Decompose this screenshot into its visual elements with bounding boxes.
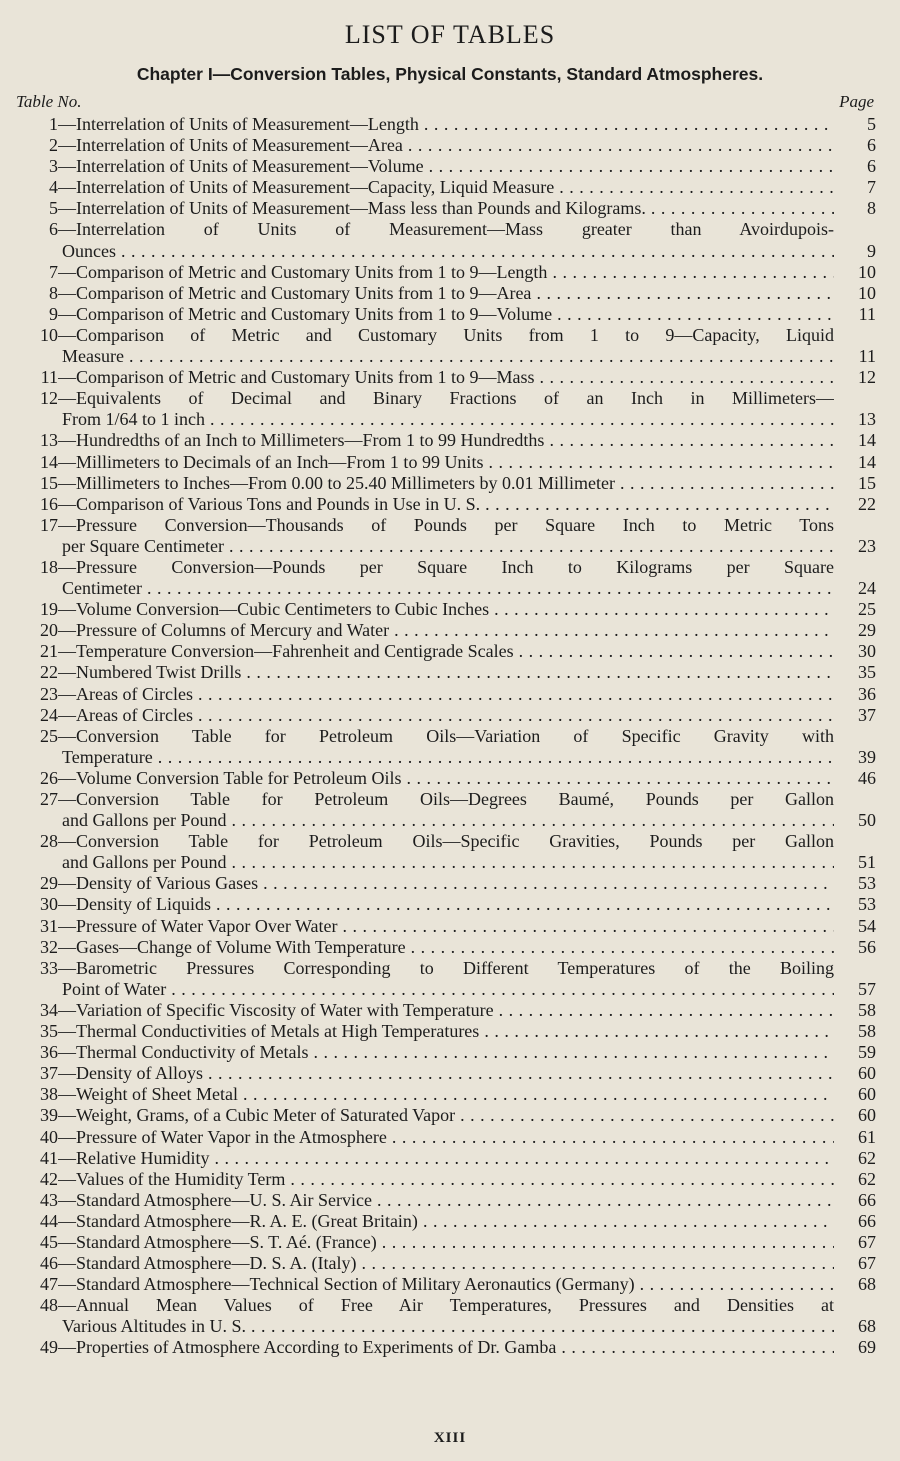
toc-row: [14, 346, 876, 367]
table-title: —Hundredths of an Inch to Millimeters—From 1 to 99 Hundredths . . .: [58, 430, 834, 451]
table-number: 45: [40, 1231, 58, 1252]
table-number: 38: [40, 1084, 58, 1105]
table-number: 30: [40, 894, 58, 915]
table-number: 7: [49, 261, 58, 282]
page-number: 46: [858, 767, 876, 788]
table-number: 23: [40, 683, 58, 704]
page-number: 68: [858, 1316, 876, 1337]
table-title: —Areas of Circles . . .: [58, 684, 834, 705]
table-title: —Standard Atmosphere—S. T. Aé. (France) . . .: [58, 1232, 834, 1253]
page-number: 58: [858, 999, 876, 1020]
table-title: and Gallons per Pound . . .: [62, 852, 834, 873]
table-number: 9: [49, 303, 58, 324]
table-title: —Relative Humidity . . .: [58, 1148, 834, 1169]
page-number: 39: [858, 746, 876, 767]
table-number: 3: [49, 156, 58, 177]
toc-row: [14, 810, 876, 831]
table-number: 47: [40, 1274, 58, 1295]
page-number: 8: [867, 198, 876, 219]
table-title: —Standard Atmosphere—Technical Section of Military Aeronautics (Germany) . . .: [58, 1274, 834, 1295]
table-number: 21: [40, 641, 58, 662]
table-number: 15: [40, 472, 58, 493]
toc-row: [14, 1042, 876, 1063]
page-number: 62: [858, 1168, 876, 1189]
page-number: 54: [858, 915, 876, 936]
table-title: —Volume Conversion—Cubic Centimeters to Cubic Inches . . .: [58, 599, 834, 620]
table-number: 8: [49, 282, 58, 303]
page-number: 66: [858, 1210, 876, 1231]
page-number: 60: [858, 1105, 876, 1126]
page-number: 51: [858, 852, 876, 873]
table-title: —Standard Atmosphere—D. S. A. (Italy) . . .: [58, 1253, 834, 1274]
toc-row: [14, 283, 876, 304]
table-title: —Interrelation of Units of Measurement—Mass greater than Avoirdupois-: [58, 219, 834, 240]
table-title: —Thermal Conductivities of Metals at High Temperatures . . .: [58, 1021, 834, 1042]
page-number: 25: [858, 599, 876, 620]
toc-row: [14, 262, 876, 283]
page-number: 29: [858, 620, 876, 641]
table-title: —Standard Atmosphere—U. S. Air Service . . .: [58, 1190, 834, 1211]
toc-row: [14, 1232, 876, 1253]
table-title: —Properties of Atmosphere According to Experiments of Dr. Gamba . . .: [58, 1337, 834, 1358]
table-title: —Gases—Change of Volume With Temperature . . .: [58, 937, 834, 958]
table-number: 33: [40, 957, 58, 978]
table-title: —Conversion Table for Petroleum Oils—Specific Gravities, Pounds per Gallon: [58, 831, 834, 852]
table-title: —Standard Atmosphere—R. A. E. (Great Britain) . . .: [58, 1211, 834, 1232]
table-no-header: Table No.: [16, 92, 82, 111]
table-title: —Millimeters to Decimals of an Inch—From 1 to 99 Units . . .: [58, 452, 834, 473]
table-title: —Annual Mean Values of Free Air Temperatures, Pressures and Densities at: [58, 1295, 834, 1316]
page-number: 37: [858, 704, 876, 725]
table-number: 12: [40, 388, 58, 409]
table-title: Measure . . .: [62, 346, 834, 367]
table-number: 25: [40, 725, 58, 746]
toc-row: [14, 705, 876, 726]
toc-row: [14, 430, 876, 451]
table-list: [14, 114, 876, 1359]
table-title: Various Altitudes in U. S. . . .: [62, 1316, 834, 1337]
table-number: 16: [40, 493, 58, 514]
table-title: —Conversion Table for Petroleum Oils—Degrees Baumé, Pounds per Gallon: [58, 789, 834, 809]
table-number: 17: [40, 514, 58, 535]
page-number: 53: [858, 873, 876, 894]
toc-row: [14, 1021, 876, 1042]
table-title: Temperature . . .: [62, 747, 834, 768]
table-number: 44: [40, 1210, 58, 1231]
page-number: 61: [858, 1126, 876, 1147]
table-title: —Interrelation of Units of Measurement—Capacity, Liquid Measure . . .: [58, 177, 834, 198]
toc-row: [14, 958, 876, 979]
toc-row: [14, 1211, 876, 1232]
toc-row: [14, 852, 876, 873]
page-number: 60: [858, 1084, 876, 1105]
toc-row: [14, 494, 876, 515]
page-number: 24: [858, 578, 876, 599]
toc-row: [14, 1337, 876, 1358]
page-header: Page: [839, 92, 874, 111]
page-number-footer: XIII: [433, 1430, 467, 1446]
table-number: 28: [40, 831, 58, 852]
page-number: 60: [858, 1063, 876, 1084]
page-number: 36: [858, 683, 876, 704]
table-number: 40: [40, 1126, 58, 1147]
page-number: 10: [858, 261, 876, 282]
table-number: 31: [40, 915, 58, 936]
table-title: —Interrelation of Units of Measurement—Volume . . .: [58, 156, 834, 177]
toc-row: [14, 662, 876, 683]
table-number: 1: [49, 114, 58, 134]
toc-row: [14, 367, 876, 388]
page-number: 30: [858, 641, 876, 662]
table-title: —Interrelation of Units of Measurement—Length . . .: [58, 114, 834, 135]
toc-row: [14, 135, 876, 156]
page-number: 9: [867, 240, 876, 261]
toc-row: [14, 177, 876, 198]
page-number: 11: [858, 303, 876, 324]
toc-row: [14, 768, 876, 789]
toc-row: [14, 873, 876, 894]
page-number: 56: [858, 936, 876, 957]
toc-row: [14, 1253, 876, 1274]
toc-row: [14, 916, 876, 937]
table-title: —Areas of Circles . . .: [58, 705, 834, 726]
toc-row: [14, 241, 876, 262]
page-number: 66: [858, 1189, 876, 1210]
table-title: —Thermal Conductivity of Metals . . .: [58, 1042, 834, 1063]
page-number: 6: [867, 135, 876, 156]
toc-row: [14, 515, 876, 536]
table-number: 2: [49, 135, 58, 156]
table-number: 35: [40, 1021, 58, 1042]
table-title: —Density of Liquids . . .: [58, 894, 834, 915]
toc-row: [14, 620, 876, 641]
table-number: 36: [40, 1042, 58, 1063]
table-title: and Gallons per Pound . . .: [62, 810, 834, 831]
table-title: Point of Water . . .: [62, 979, 834, 1000]
toc-row: [14, 1148, 876, 1169]
toc-row: [14, 1084, 876, 1105]
table-number: 26: [40, 767, 58, 788]
table-number: 43: [40, 1189, 58, 1210]
toc-row: [14, 473, 876, 494]
table-title: —Density of Alloys . . .: [58, 1063, 834, 1084]
page-number: 14: [858, 430, 876, 451]
table-number: 4: [49, 177, 58, 198]
table-number: 48: [40, 1295, 58, 1316]
toc-row: [14, 894, 876, 915]
table-title: —Pressure Conversion—Thousands of Pounds per Square Inch to Metric Tons: [58, 514, 834, 535]
toc-row: [14, 452, 876, 473]
table-number: 20: [40, 620, 58, 641]
toc-row: [14, 409, 876, 430]
table-title: —Numbered Twist Drills . . .: [58, 662, 834, 683]
page-number: 7: [867, 177, 876, 198]
page-number: 58: [858, 1021, 876, 1042]
table-number: 27: [40, 789, 58, 809]
page-number: 11: [858, 346, 876, 367]
table-number: 5: [49, 198, 58, 219]
table-number: 41: [40, 1147, 58, 1168]
page-number: 13: [858, 409, 876, 430]
toc-row: [14, 1316, 876, 1337]
table-title: —Comparison of Metric and Customary Units from 1 to 9—Length . . .: [58, 262, 834, 283]
table-title: —Comparison of Various Tons and Pounds in Use in U. S. . . .: [58, 494, 834, 515]
page-number: 14: [858, 451, 876, 472]
page-number: 35: [858, 662, 876, 683]
table-title: Ounces . . .: [62, 241, 834, 262]
page-number: 67: [858, 1231, 876, 1252]
toc-row: [14, 1295, 876, 1316]
page-number: 5: [867, 114, 876, 134]
toc-row: [14, 156, 876, 177]
toc-row: [14, 1190, 876, 1211]
table-number: 34: [40, 999, 58, 1020]
table-number: 10: [40, 324, 58, 345]
toc-row: [14, 641, 876, 662]
table-title: —Density of Various Gases . . .: [58, 873, 834, 894]
page-number: 50: [858, 810, 876, 831]
toc-row: [14, 1169, 876, 1190]
toc-row: [14, 325, 876, 346]
page-number: 57: [858, 978, 876, 999]
page-number: 12: [858, 367, 876, 388]
table-title: —Pressure of Water Vapor in the Atmosphere . . .: [58, 1127, 834, 1148]
page-number: 6: [867, 156, 876, 177]
table-number: 29: [40, 873, 58, 894]
toc-row: [14, 304, 876, 325]
toc-row: [14, 536, 876, 557]
table-title: Centimeter . . .: [62, 578, 834, 599]
page-title: LIST OF TABLES: [344, 20, 556, 49]
table-number: 6: [49, 219, 58, 240]
table-title: —Values of the Humidity Term . . .: [58, 1169, 834, 1190]
table-title: —Pressure of Water Vapor Over Water . . .: [58, 916, 834, 937]
toc-row: [14, 1063, 876, 1084]
toc-row: [14, 114, 876, 135]
toc-row: [14, 219, 876, 240]
page-number: 68: [858, 1274, 876, 1295]
table-number: 49: [40, 1337, 58, 1358]
page-number: 69: [858, 1337, 876, 1358]
page-number: 23: [858, 535, 876, 556]
table-title: —Pressure Conversion—Pounds per Square Inch to Kilograms per Square: [58, 556, 834, 577]
table-title: From 1/64 to 1 inch . . .: [62, 409, 834, 430]
toc-row: [14, 979, 876, 1000]
toc-row: [14, 726, 876, 747]
chapter-heading: Chapter I—Conversion Tables, Physical Constants, Standard Atmospheres.: [136, 64, 764, 84]
table-title: —Weight, Grams, of a Cubic Meter of Saturated Vapor . . .: [58, 1105, 834, 1126]
table-title: —Equivalents of Decimal and Binary Fractions of an Inch in Millimeters—: [58, 388, 834, 409]
table-title: —Volume Conversion Table for Petroleum Oils . . .: [58, 768, 834, 789]
toc-row: [14, 789, 876, 810]
toc-row: [14, 937, 876, 958]
table-number: 39: [40, 1105, 58, 1126]
table-title: —Comparison of Metric and Customary Units from 1 to 9—Area . . .: [58, 283, 834, 304]
toc-row: [14, 1000, 876, 1021]
table-number: 22: [40, 662, 58, 683]
page-number: 22: [858, 493, 876, 514]
page-number: 10: [858, 282, 876, 303]
table-title: —Conversion Table for Petroleum Oils—Variation of Specific Gravity with: [58, 725, 834, 746]
table-title: —Comparison of Metric and Customary Units from 1 to 9—Mass . . .: [58, 367, 834, 388]
page-number: 62: [858, 1147, 876, 1168]
table-number: 18: [40, 556, 58, 577]
table-title: —Millimeters to Inches—From 0.00 to 25.40 Millimeters by 0.01 Millimeter . . .: [58, 473, 834, 494]
toc-row: [14, 831, 876, 852]
page-number: 53: [858, 894, 876, 915]
table-title: —Interrelation of Units of Measurement—Mass less than Pounds and Kilograms. . . .: [58, 198, 834, 219]
toc-row: [14, 747, 876, 768]
toc-row: [14, 1274, 876, 1295]
toc-row: [14, 684, 876, 705]
toc-row: [14, 198, 876, 219]
toc-row: [14, 599, 876, 620]
table-title: per Square Centimeter . . .: [62, 536, 834, 557]
page-number: 67: [858, 1253, 876, 1274]
page-number: 15: [858, 472, 876, 493]
table-title: —Pressure of Columns of Mercury and Water . . .: [58, 620, 834, 641]
table-number: 24: [40, 704, 58, 725]
table-number: 32: [40, 936, 58, 957]
table-title: —Comparison of Metric and Customary Units from 1 to 9—Capacity, Liquid: [58, 324, 834, 345]
table-title: —Variation of Specific Viscosity of Water with Temperature . . .: [58, 1000, 834, 1021]
table-number: 46: [40, 1253, 58, 1274]
table-title: —Interrelation of Units of Measurement—Area . . .: [58, 135, 834, 156]
toc-row: [14, 557, 876, 578]
table-number: 14: [40, 451, 58, 472]
table-number: 37: [40, 1063, 58, 1084]
page-number: 59: [858, 1042, 876, 1063]
table-number: 42: [40, 1168, 58, 1189]
table-title: —Weight of Sheet Metal . . .: [58, 1084, 834, 1105]
toc-row: [14, 1105, 876, 1126]
table-number: 19: [40, 599, 58, 620]
table-number: 13: [40, 430, 58, 451]
toc-row: [14, 1127, 876, 1148]
table-title: —Comparison of Metric and Customary Units from 1 to 9—Volume . . .: [58, 304, 834, 325]
toc-row: [14, 578, 876, 599]
table-number: 11: [40, 367, 58, 388]
table-title: —Temperature Conversion—Fahrenheit and Centigrade Scales . . .: [58, 641, 834, 662]
table-title: —Barometric Pressures Corresponding to Different Temperatures of the Boiling: [58, 957, 834, 978]
toc-row: [14, 388, 876, 409]
